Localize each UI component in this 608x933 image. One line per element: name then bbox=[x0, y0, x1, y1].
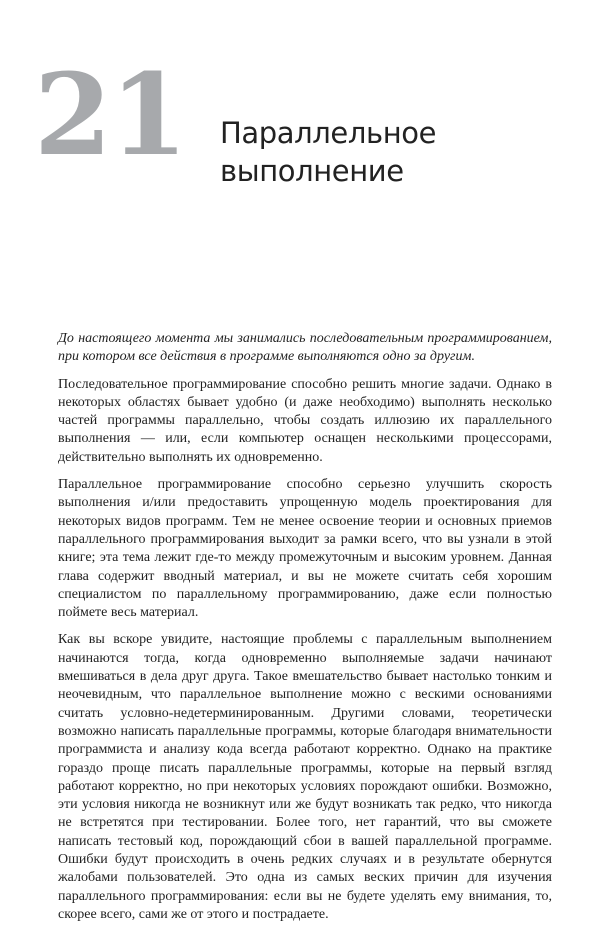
intro-paragraph: До настоящего момента мы занимались последовательным программированием, при котором все действия в программе выполняются одно за другим. bbox=[58, 331, 552, 365]
body-paragraph-1: Последовательное программирование способно решить многие задачи. Однако в некоторых областях бывает удобно (и даже необходимо) выполнять несколько частей программы параллельно, чтобы создать иллюзию их параллельного выполнения — или, если компьютер оснащен несколькими процессорами, действительно выполнять их одновременно. bbox=[58, 376, 552, 465]
chapter-title bbox=[220, 114, 436, 190]
body-paragraph-2: Параллельное программирование способно серьезно улучшить скорость выполнения и/или предоставить упрощенную модель проектирования для некоторых видов программ. Тем не менее освоение теории и основных приемов параллельного программирования выходит за рамки всего, что вы узнали в этой книге; эта тема лежит где-то между промежуточным и высоким уровнем. Данная глава содержит вводный материал, и вы не можете считать себя хорошим специалистом по параллельному программированию, даже если полностью поймете весь материал. bbox=[58, 477, 552, 621]
chapter-title-line-2: выполнение bbox=[220, 154, 404, 188]
chapter-title-line-1: Параллельное bbox=[220, 116, 437, 150]
body-paragraph-3: Как вы вскоре увидите, настоящие проблемы с параллельным выполнением начинаются тогда, когда одновременно выполняемые задачи начинают вмешиваться в дела друг друга. Такое вмешательство бывает настолько тонким и неочевидным, что параллельное выполнение можно с вескими основаниями считать условно-недетерминированным. Другими словами, теоретически возможно написать параллельные программы, которые благодаря внимательности программиста и анализу кода всегда работают корректно. Однако на практике гораздо проще писать параллельные программы, которые на первый взгляд работают корректно, но при некоторых условиях порождают ошибки. Возможно, эти условия никогда не возникнут или же будут возникать так редко, что никогда не встретятся при тестировании. Более того, нет гарантий, что вы сможете написать тестовый код, порождающий сбои в вашей параллельной программе. Ошибки будут происходить в очень редких случаях и в результате обернутся жалобами пользователей. Это одна из самых веских причин для изучения параллельного программирования: если вы не будете уделять ему внимания, то, скорее всего, сами же от этого и пострадаете. bbox=[58, 632, 552, 922]
chapter-number: 21 bbox=[34, 50, 186, 181]
chapter-body bbox=[58, 330, 552, 933]
